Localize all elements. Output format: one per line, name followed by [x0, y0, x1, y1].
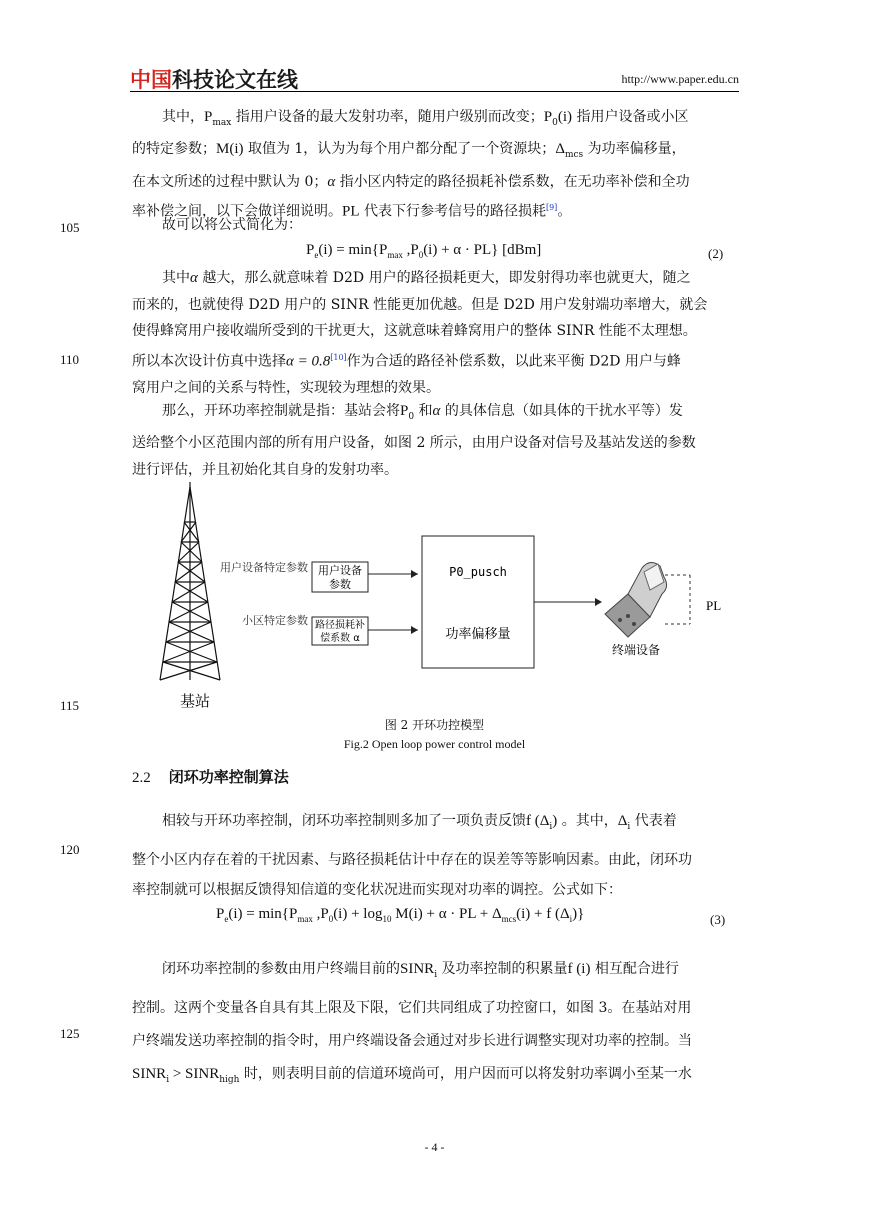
- pl-label: PL: [706, 598, 722, 613]
- line-number: 110: [60, 352, 80, 367]
- header-rule: [130, 91, 739, 92]
- equation-3-number: (3): [710, 912, 726, 927]
- paragraph-3: 其中α 越大，那么就意味着 D2D 用户的路径损耗更大，即发射得功率也就更大，随之 而来的，也就使得 D2D 用户的 SINR 性能更加优越。但是 D2D 用户发射端功率增大，就会 使得蜂窝用户接收端所受到的干扰更大，这就意味着蜂窝用户的整体 SINR 性能不太理想。 所以本次设计仿真中选择α = 0.8[10]作为合适的路径补偿系数，以此来平衡 D2D 用户与蜂 窝用户之间的关系与特性，实现较为理想的效果。: [132, 270, 708, 396]
- base-station-label: 基站: [180, 692, 211, 710]
- paragraph-4: 那么，开环功率控制就是指：基站会将$P_0$ 和α 的具体信息（如具体的干扰水平等）发 送给整个小区范围内部的所有用户设备，如图 2 所示，由用户设备对信号及基站发送的参数 进行评估，并且初始化其自身的发射功率。: [132, 403, 696, 478]
- figure-caption-en: Fig.2 Open loop power control model: [343, 737, 526, 751]
- ue-param-label: 用户设备特定参数: [220, 561, 308, 574]
- section-heading: 2.2 闭环功率控制算法: [132, 768, 289, 786]
- line-number: 120: [60, 842, 80, 857]
- paragraph-5: 相较与开环功率控制，闭环功率控制则多加了一项负责反馈f $(\Delta_i)$ 。其中，$\Delta_i$ 代表着 整个小区内存在着的干扰因素、与路径损耗估计中存在的误差等等影响因素。由此，闭环功 率控制就可以根据反馈得知信道的变化状况进而实现对功率的调控。公式如下：: [132, 813, 692, 898]
- line-number: 105: [60, 220, 80, 235]
- mobile-terminal-icon: [605, 562, 667, 637]
- equation-2-number: (2): [708, 246, 724, 261]
- open-loop-figure: [150, 482, 740, 712]
- base-station-tower-icon: [160, 482, 220, 680]
- power-control-block: [422, 536, 534, 668]
- paragraph-6: 闭环功率控制的参数由用户终端目前的$SINR_i$ 及功率控制的积累量f (i) 相互配合进行 控制。这两个变量各自具有其上限及下限，它们共同组成了功控窗口，如图 3。在基站对用 户终端发送功率控制的指令时，用户终端设备会通过对步长进行调整实现对功率的控制。当 $SINR_i$ > $SINR_{high}$ 时，则表明目前的信道环境尚可，用户因而可以将发射功率调小至某一水: [132, 961, 692, 1085]
- equation-2: $P_e(i) = \min\{P_{max}$ $,P_0(i) + \alpha \cdot PL$} [dBm]: [306, 242, 542, 260]
- ue-param-box-line1: 用户设备: [318, 564, 362, 577]
- pl-comp-box-line2: 偿系数 α: [320, 633, 360, 644]
- figure-caption-cn: 图 2 开环功控模型: [384, 718, 485, 732]
- page-number: - 4 -: [424, 1140, 445, 1154]
- journal-logo: 中国科技论文在线: [130, 68, 298, 92]
- pl-comp-box-line1: 路径损耗补: [315, 620, 365, 631]
- cell-param-label: 小区特定参数: [242, 614, 308, 627]
- line-number: 115: [60, 698, 80, 713]
- paragraph-2: 故可以将公式简化为：: [162, 217, 302, 233]
- terminal-label: 终端设备: [611, 643, 661, 657]
- power-offset-label: 功率偏移量: [445, 627, 511, 642]
- ue-param-box-line2: 参数: [329, 578, 351, 591]
- header-url[interactable]: http://www.paper.edu.cn: [621, 72, 739, 86]
- line-number: 125: [60, 1026, 80, 1041]
- paragraph-1: 其中，$P_{max}$ 指用户设备的最大发射功率，随用户级别而改变；$P_0(i)$ 指用户设备或小区 的特定参数；M(i) 取值为 1，认为为每个用户都分配了一个资源块；$\Delta_{mcs}$ 为功率偏移量， 在本文所述的过程中默认为 0；α 指小区内特定的路径损耗补偿系数，在无功率补偿和全功 率补偿之间，以下会做详细说明。PL 代表下行参考信号的路径损耗[9]。: [132, 109, 690, 220]
- p0-pusch-label: P0_pusch: [449, 565, 507, 579]
- equation-3: $P_e(i) = \min\{P_{max}$ $,P_0(i) + \log_{10} M(i) + \alpha$ · PL + $\Delta_{mcs}(i) + f$ $(\Delta_i)$}: [216, 906, 585, 924]
